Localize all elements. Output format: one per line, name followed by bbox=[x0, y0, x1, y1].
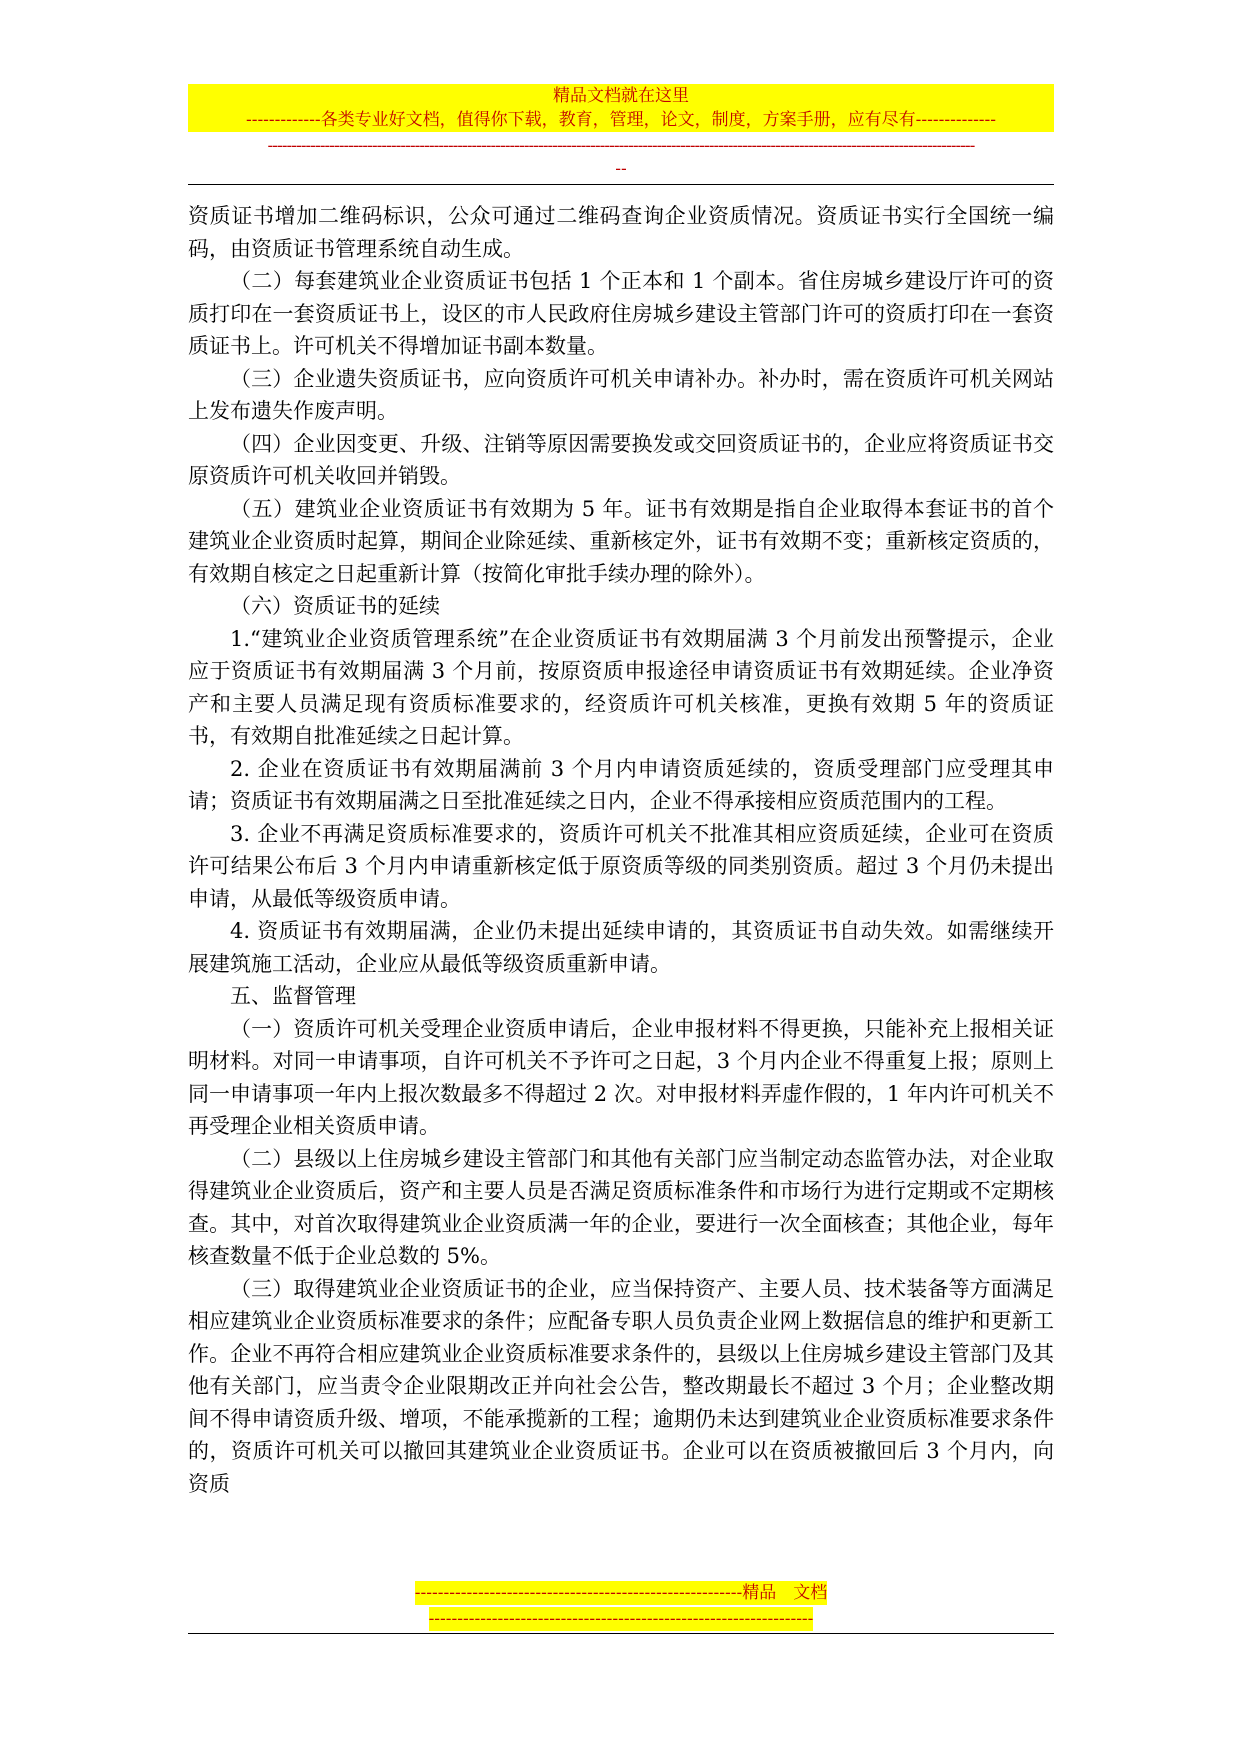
header-dash-line: ----------------------------------------------------------------------------------------------------------------------------------------------------- bbox=[267, 136, 975, 156]
page-header bbox=[188, 84, 1054, 180]
header-tagline: -------------各类专业好文档，值得你下载，教育，管理，论文，制度，方案手册，应有尽有-------------- bbox=[188, 108, 1054, 132]
paragraph: 2. 企业在资质证书有效期届满前 3 个月内申请资质延续的，资质受理部门应受理其申请；资质证书有效期届满之日至批准延续之日内，企业不得承接相应资质范围内的工程。 bbox=[188, 756, 1054, 813]
paragraph: （二）每套建筑业企业资质证书包括 1 个正本和 1 个副本。省住房城乡建设厅许可的资质打印在一套资质证书上，设区的市人民政府住房城乡建设主管部门许可的资质打印在一套资质证书上。许可机关不得增加证书副本数量。 bbox=[188, 269, 1054, 358]
footer-line-2: ------------------------------------------------------------------- bbox=[428, 1609, 814, 1629]
paragraph: 4. 资质证书有效期届满，企业仍未提出延续申请的，其资质证书自动失效。如需继续开展建筑施工活动，企业应从最低等级资质重新申请。 bbox=[188, 919, 1054, 976]
footer-line-1: ---------------------------------------------------------精品 文档 bbox=[414, 1583, 828, 1603]
section-subheading: （六）资质证书的延续 bbox=[230, 594, 440, 618]
header-dash-tail: -- bbox=[615, 159, 627, 179]
header-divider bbox=[188, 184, 1054, 185]
page-footer bbox=[188, 1581, 1054, 1631]
paragraph: （一）资质许可机关受理企业资质申请后，企业申报材料不得更换，只能补充上报相关证明材料。对同一申请事项，自许可机关不予许可之日起，3 个月内企业不得重复上报；原则上同一申请事项一年内上报次数最多不得超过 2 次。对申报材料弄虚作假的，1 年内许可机关不再受理企业相关资质申请。 bbox=[188, 1016, 1054, 1138]
paragraph: 资质证书增加二维码标识，公众可通过二维码查询企业资质情况。资质证书实行全国统一编码，由资质证书管理系统自动生成。 bbox=[188, 204, 1054, 261]
paragraph: （五）建筑业企业资质证书有效期为 5 年。证书有效期是指自企业取得本套证书的首个建筑业企业资质时起算，期间企业除延续、重新核定外，证书有效期不变；重新核定资质的，有效期自核定之日起重新计算（按简化审批手续办理的除外）。 bbox=[188, 496, 1054, 586]
section-heading: 五、监督管理 bbox=[230, 984, 356, 1008]
footer-divider bbox=[188, 1633, 1054, 1634]
paragraph: 3. 企业不再满足资质标准要求的，资质许可机关不批准其相应资质延续，企业可在资质许可结果公布后 3 个月内申请重新核定低于原资质等级的同类别资质。超过 3 个月仍未提出申请，从最低等级资质申请。 bbox=[188, 821, 1054, 911]
paragraph: （三）取得建筑业企业资质证书的企业，应当保持资产、主要人员、技术装备等方面满足相应建筑业企业资质标准要求的条件；应配备专职人员负责企业网上数据信息的维护和更新工作。企业不再符合相应建筑业企业资质标准要求条件的，县级以上住房城乡建设主管部门及其他有关部门，应当责令企业限期改正并向社会公告，整改期最长不超过 3 个月；企业整改期间不得申请资质升级、增项，不能承揽新的工程；逾期仍未达到建筑业企业资质标准要求条件的，资质许可机关可以撤回其建筑业企业资质证书。企业可以在资质被撤回后 3 个月内，向资质 bbox=[188, 1276, 1054, 1496]
paragraph: （二）县级以上住房城乡建设主管部门和其他有关部门应当制定动态监管办法，对企业取得建筑业企业资质后，资产和主要人员是否满足资质标准条件和市场行为进行定期或不定期核查。其中，对首次取得建筑业企业资质满一年的企业，要进行一次全面核查；其他企业，每年核查数量不低于企业总数的 5%。 bbox=[188, 1146, 1054, 1268]
paragraph: 1.“建筑业企业资质管理系统”在企业资质证书有效期届满 3 个月前发出预警提示，企业应于资质证书有效期届满 3 个月前，按原资质申报途径申请资质证书有效期延续。企业净资产和主要人员满足现有资质标准要求的，经资质许可机关核准，更换有效期 5 年的资质证书，有效期自批准延续之日起计算。 bbox=[188, 626, 1054, 748]
paragraph: （四）企业因变更、升级、注销等原因需要换发或交回资质证书的，企业应将资质证书交原资质许可机关收回并销毁。 bbox=[188, 431, 1054, 488]
header-title: 精品文档就在这里 bbox=[188, 84, 1054, 108]
document-body bbox=[188, 200, 1054, 1500]
paragraph: （三）企业遗失资质证书，应向资质许可机关申请补办。补办时，需在资质许可机关网站上发布遗失作废声明。 bbox=[188, 366, 1054, 423]
